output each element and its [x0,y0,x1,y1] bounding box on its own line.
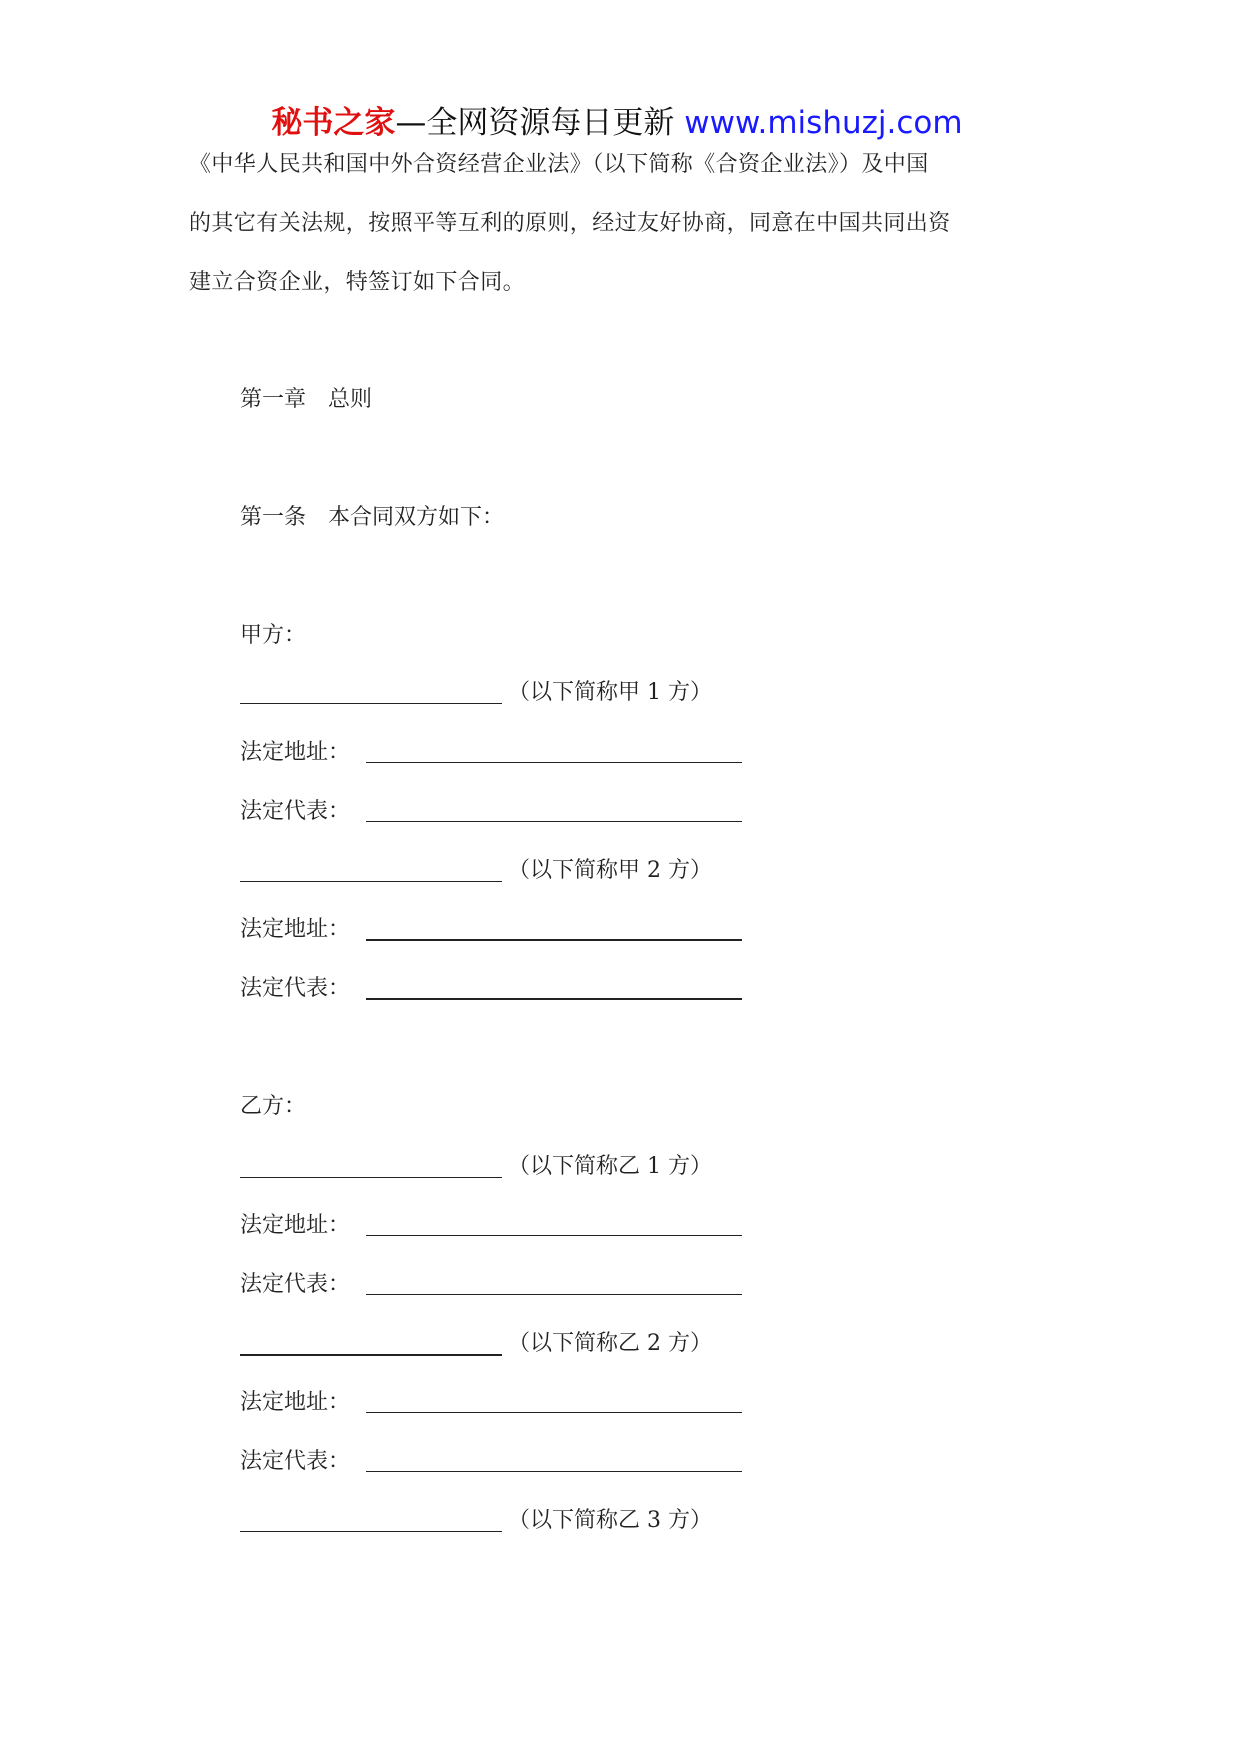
party-a1-alias: （以下简称甲 1 方） [508,680,712,705]
intro-line-1: 《中华人民共和国中外合资经营企业法》（以下简称《合资企业法》）及中国 [189,152,929,177]
party-b3-name-blank [240,1531,502,1532]
party-a2-name-blank [240,881,502,882]
party-a2-rep-blank [366,998,742,1000]
article-heading: 第一条 本合同双方如下： [240,505,505,530]
site-url[interactable]: www.mishuzj.com [684,105,963,141]
party-a-heading: 甲方： [240,623,307,648]
party-b1-rep-blank [366,1294,742,1295]
intro-line-2: 的其它有关法规，按照平等互利的原则，经过友好协商，同意在中国共同出资 [189,211,951,236]
party-b2-address-blank [366,1412,742,1413]
party-a1-rep-blank [366,821,742,822]
brand-name: 秘书之家 [271,105,396,141]
party-b2-name-blank [240,1354,502,1356]
party-a2-rep-label: 法定代表： [240,976,351,1001]
party-a2-alias: （以下简称甲 2 方） [508,858,712,883]
party-b1-name-blank [240,1177,502,1178]
party-b1-alias: （以下简称乙 1 方） [508,1154,712,1179]
chapter-heading: 第一章 总则 [240,387,373,412]
party-a1-address-label: 法定地址： [240,740,351,765]
party-b2-address-label: 法定地址： [240,1390,351,1415]
party-b1-address-label: 法定地址： [240,1213,351,1238]
header-slogan: —全网资源每日更新 [395,105,675,141]
party-b3-alias: （以下简称乙 3 方） [508,1508,712,1533]
party-b1-rep-label: 法定代表： [240,1272,351,1297]
page-header [0,103,1234,143]
party-b-heading: 乙方： [240,1094,307,1119]
party-a2-address-label: 法定地址： [240,917,351,942]
party-b2-alias: （以下简称乙 2 方） [508,1331,712,1356]
party-a1-name-blank [240,703,502,704]
party-b2-rep-label: 法定代表： [240,1449,351,1474]
party-a1-rep-label: 法定代表： [240,799,351,824]
intro-line-3: 建立合资企业，特签订如下合同。 [189,270,526,295]
party-a1-address-blank [366,762,742,763]
party-b1-address-blank [366,1235,742,1236]
party-b2-rep-blank [366,1471,742,1472]
party-a2-address-blank [366,939,742,941]
